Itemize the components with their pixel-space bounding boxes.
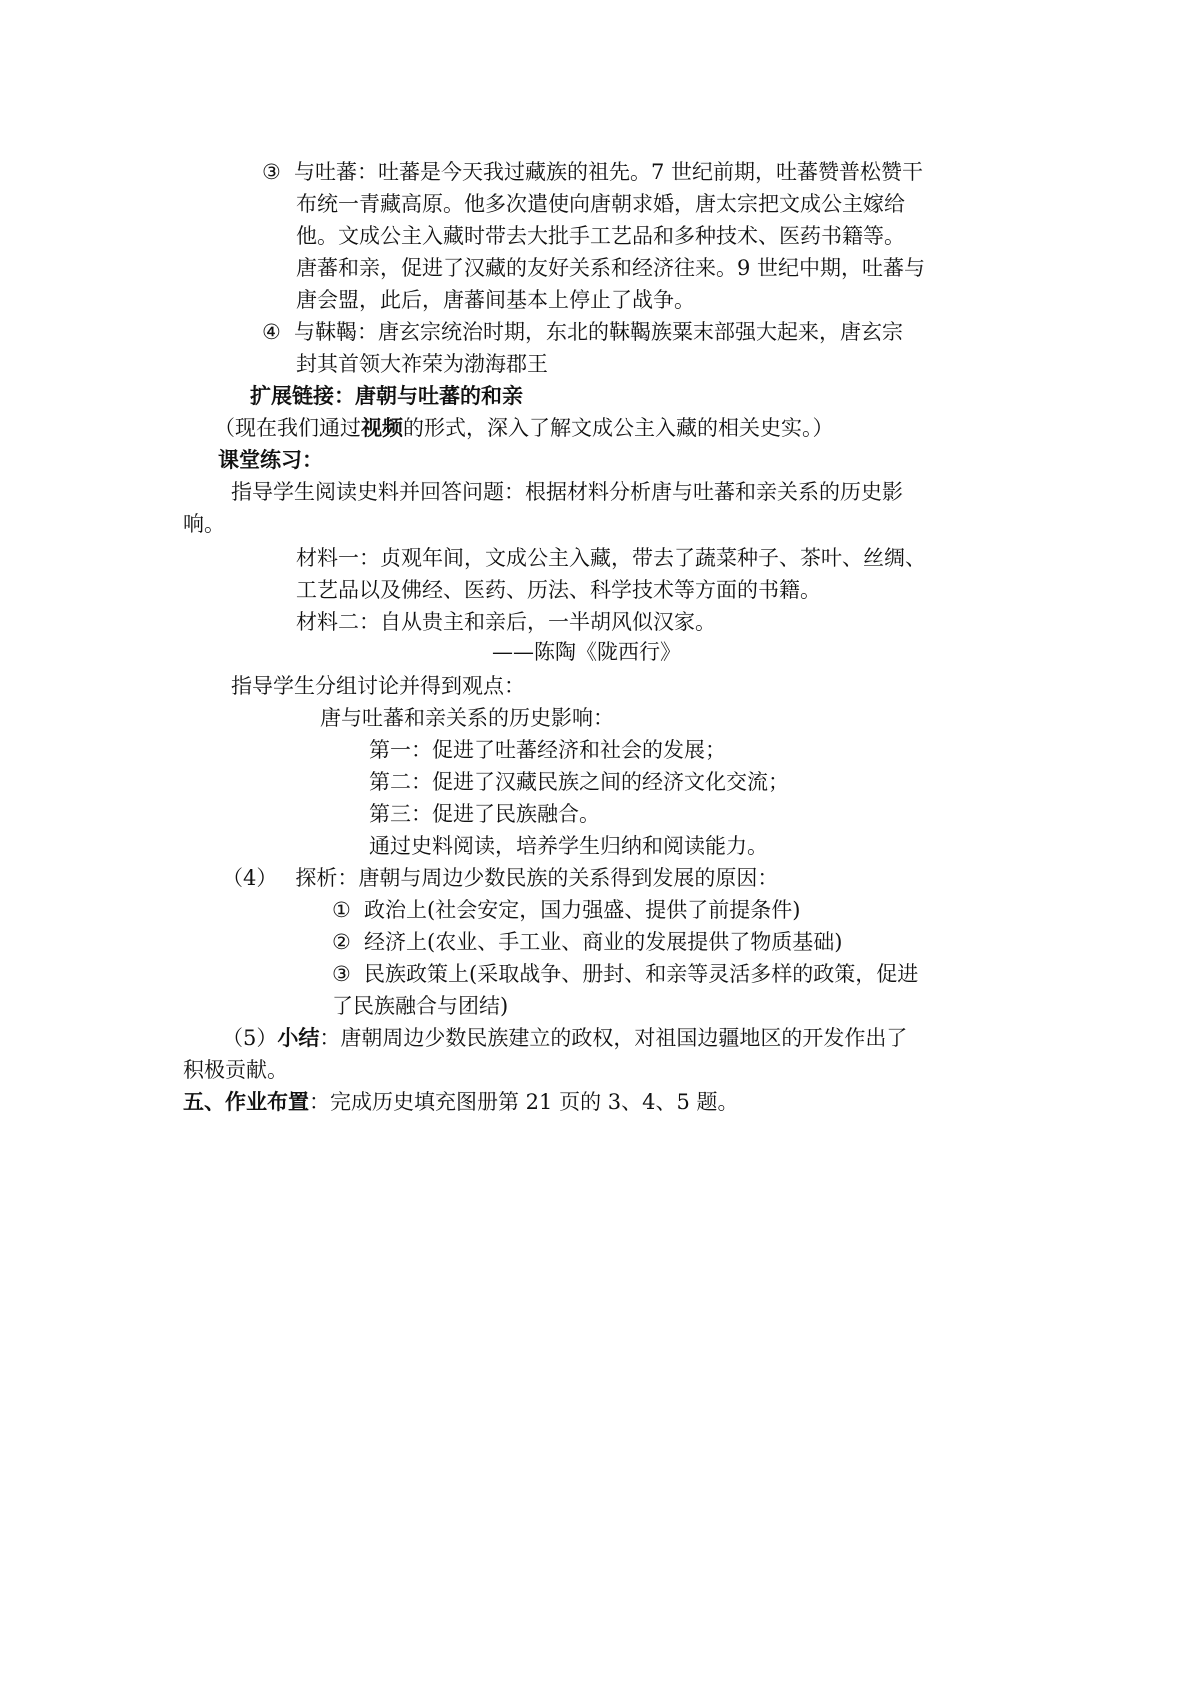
item3-line-1: ③ 与吐蕃：吐蕃是今天我过藏族的祖先。7 世纪前期，吐蕃赞普松赞干 bbox=[262, 157, 923, 187]
material2-source: ——陈陶《陇西行》 bbox=[492, 640, 681, 664]
item4-line-2: 封其首领大祚荣为渤海郡王 bbox=[296, 352, 548, 376]
extension-note: （现在我们通过视频的形式，深入了解文成公主入藏的相关史实。） bbox=[214, 416, 834, 440]
extension-heading: 扩展链接：唐朝与吐蕃的和亲 bbox=[250, 384, 523, 408]
analysis-heading: （4） 探析：唐朝与周边少数民族的关系得到发展的原因： bbox=[222, 866, 779, 890]
reason-3-cont: 了民族融合与团结) bbox=[332, 994, 509, 1018]
item3-line-2: 布统一青藏高原。他多次遣使向唐朝求婚，唐太宗把文成公主嫁给 bbox=[296, 192, 905, 216]
material2: 材料二：自从贵主和亲后，一半胡风似汉家。 bbox=[296, 610, 716, 634]
material1-line-2: 工艺品以及佛经、医药、历法、科学技术等方面的书籍。 bbox=[296, 578, 821, 602]
exercise-intro-2: 响。 bbox=[183, 512, 225, 536]
homework: 五、作业布置：完成历史填充图册第 21 页的 3、4、5 题。 bbox=[183, 1090, 739, 1114]
impact-2: 第二：促进了汉藏民族之间的经济文化交流； bbox=[369, 770, 789, 794]
ability-note: 通过史料阅读，培养学生归纳和阅读能力。 bbox=[369, 834, 768, 858]
item4-marker: ④ bbox=[262, 320, 281, 344]
discussion: 指导学生分组讨论并得到观点： bbox=[231, 674, 525, 698]
summary-line-2: 积极贡献。 bbox=[183, 1058, 288, 1082]
exercise-heading: 课堂练习： bbox=[218, 448, 323, 472]
impact-title: 唐与吐蕃和亲关系的历史影响： bbox=[320, 706, 614, 730]
impact-3: 第三：促进了民族融合。 bbox=[369, 802, 600, 826]
summary-line-1: （5）小结：唐朝周边少数民族建立的政权，对祖国边疆地区的开发作出了 bbox=[222, 1026, 908, 1050]
reason-2: ② 经济上(农业、手工业、商业的发展提供了物质基础) bbox=[332, 930, 843, 954]
material1-line-1: 材料一：贞观年间，文成公主入藏，带去了蔬菜种子、茶叶、丝绸、 bbox=[296, 546, 926, 570]
item4-line-1: ④ 与靺鞨：唐玄宗统治时期，东北的靺鞨族粟末部强大起来，唐玄宗 bbox=[262, 317, 903, 347]
item3-marker: ③ bbox=[262, 160, 281, 184]
item3-line-3: 他。文成公主入藏时带去大批手工艺品和多种技术、医药书籍等。 bbox=[296, 224, 905, 248]
impact-1: 第一：促进了吐蕃经济和社会的发展； bbox=[369, 738, 726, 762]
reason-1: ① 政治上(社会安定，国力强盛、提供了前提条件) bbox=[332, 898, 801, 922]
reason-3: ③ 民族政策上(采取战争、册封、和亲等灵活多样的政策，促进 bbox=[332, 962, 919, 986]
item3-line-5: 唐会盟，此后，唐蕃间基本上停止了战争。 bbox=[296, 288, 695, 312]
exercise-intro-1: 指导学生阅读史料并回答问题：根据材料分析唐与吐蕃和亲关系的历史影 bbox=[231, 480, 903, 504]
item3-line-4: 唐蕃和亲，促进了汉藏的友好关系和经济往来。9 世纪中期，吐蕃与 bbox=[296, 256, 926, 280]
